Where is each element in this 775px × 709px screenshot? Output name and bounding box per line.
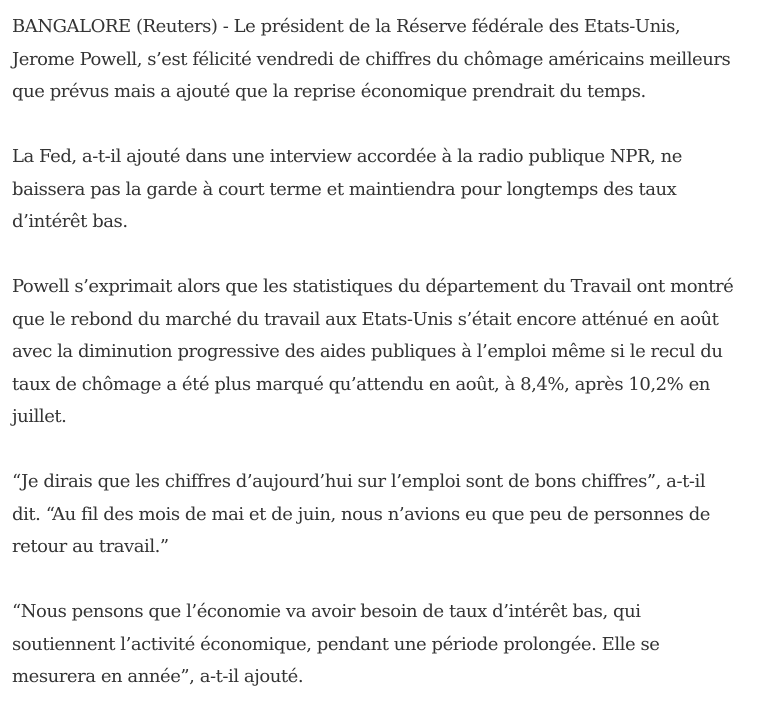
article-paragraph-4: “Je dirais que les chiffres d’aujourd’hui sur l’emploi sont de bons chiffres”, a-t-il dit. “Au fil des mois de mai et de juin, nous n’avions eu que peu de personnes de retour au travail.” [12, 471, 711, 557]
article-paragraph-1: BANGALORE (Reuters) - Le président de la Réserve fédérale des Etats-Unis, Jerome Powell, s’est félicité vendredi de chiffres du chômage américains meilleurs que prévus mais a ajouté que la reprise économique prendrait du temps. [12, 16, 731, 102]
article-paragraph-2: La Fed, a-t-il ajouté dans une interview accordée à la radio publique NPR, ne baissera pas la garde à court terme et maintiendra pour longtemps des taux d’intérêt bas. [12, 146, 682, 232]
article-paragraph-5: “Nous pensons que l’économie va avoir besoin de taux d’intérêt bas, qui soutiennent l’activité économique, pendant une période prolongée. Elle se mesurera en année”, a-t-il ajouté. [12, 601, 660, 687]
article-paragraph-3: Powell s’exprimait alors que les statistiques du département du Travail ont montré que le rebond du marché du travail aux Etats-Unis s’était encore atténué en août avec la diminution progressive des aides publiques à l’emploi même si le recul du taux de chômage a été plus marqué qu’attendu en août, à 8,4%, après 10,2% en juillet. [12, 276, 734, 427]
